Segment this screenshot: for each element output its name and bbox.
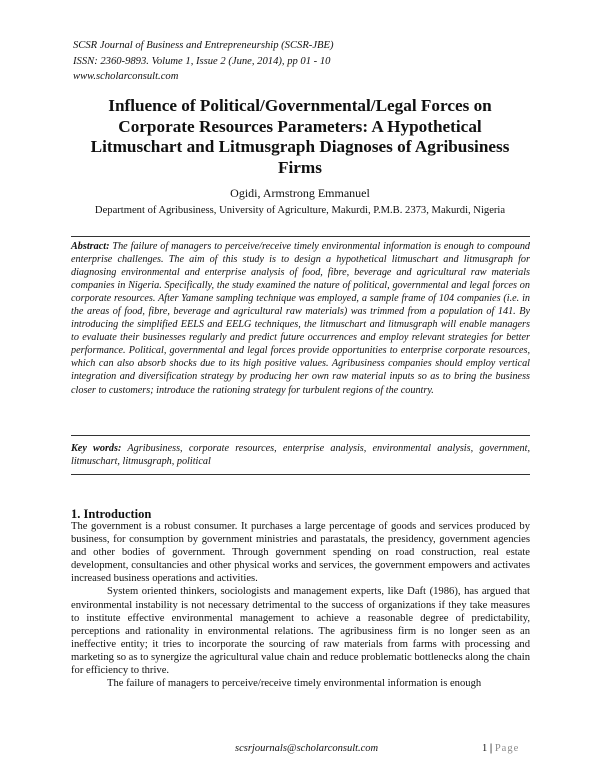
affiliation: Department of Agribusiness, University of Agriculture, Makurdi, P.M.B. 2373, Makurdi, Nigeria	[94, 205, 506, 216]
paragraph: The failure of managers to perceive/receive timely environmental information is enough	[107, 678, 482, 690]
journal-name: SCSR Journal of Business and Entrepreneurship (SCSR-JBE)	[73, 40, 334, 51]
page-separator: |	[489, 743, 493, 754]
author: Ogidi, Armstrong Emmanuel	[230, 186, 370, 200]
journal-issn: ISSN: 2360-9893. Volume 1, Issue 2 (June, 2014), pp 01 - 10	[73, 55, 331, 67]
paper-title	[60, 96, 540, 178]
title-line: Influence of Political/Governmental/Legal Forces on	[108, 96, 492, 115]
keywords-text: Agribusiness, corporate resources, enterprise analysis, environmental analysis, government, litmuschart, litmusgraph, political	[71, 443, 530, 468]
keywords-bottom-rule	[71, 474, 530, 475]
abstract-top-rule	[71, 236, 530, 237]
abstract-bottom-rule	[71, 435, 530, 436]
introduction-body	[71, 520, 530, 690]
page-number-value: 1	[482, 743, 488, 754]
paragraph: The government is a robust consumer. It purchases a large percentage of goods and services produced by business, for consumption by government ministries and parastatals, the presidency, government agencies and other bodies of government. Through government spending on road construction, real estate development, consultancies and other physical works and services, the government empowers and activates increased business operations and activities.	[71, 521, 530, 585]
abstract-label: Abstract:	[71, 241, 110, 252]
keywords-label: Key words:	[71, 443, 122, 454]
section-heading-introduction: 1. Introduction	[71, 507, 152, 521]
keywords	[71, 442, 530, 468]
title-line: Corporate Resources Parameters: A Hypothetical	[118, 116, 482, 136]
journal-website: www.scholarconsult.com	[73, 71, 179, 82]
abstract-text: The failure of managers to perceive/receive timely environmental information is enough to compound enterprise challenges. The aim of this study is to design a hypothetical litmuschart and litmusgraph for diagnosing environmental and enterprise analysis of food, fibre, beverage and agricultural raw materials companies in Nigeria. Specifically, the study examined the nature of political, governmental and legal forces on corporate resources. After Yamane sampling technique was employed, a sample frame of 104 companies (i.e. in the areas of food, fibre, beverage and agricultural raw materials) was trimmed from a population of 141. By introducing the simplified EELS and EELG techniques, the litmuschart and litmusgraph will enable managers to evaluate their businesses regularly and predict future occurrences and employ relevant strategies for better performance. Political, governmental and legal forces provide opportunities to enterprise corporate resources, which can also absorb shocks due to its high positive values. Agribusiness companies should employ vertical integration and diversification strategy by producing her own raw material inputs so as to bring the business closer to customers; introduce the rationing strategy for turbulent regions of the country.	[71, 241, 531, 396]
abstract	[71, 240, 530, 397]
title-line: Firms	[278, 157, 322, 177]
journal-header	[73, 38, 334, 85]
page-number	[482, 743, 519, 754]
paragraph: System oriented thinkers, sociologists and management experts, like Daft (1986), has argued that environmental instability is not necessary detrimental to the success of organizations if they take measures to institute effective environmental management to achieve a reasonable degree of predictability, perceptions and rationality in environmental relations. The agribusiness firm is no longer seen as an ineffective entity; it tries to incorporate the sourcing of raw materials from farms with processing and marketing so as to synergize the agricultural value chain and reduce problematic bottlenecks along the chain for efficiency to thrive.	[71, 586, 530, 677]
title-line: Litmuschart and Litmusgraph Diagnoses of Agribusiness	[90, 137, 510, 156]
footer-email: scsrjournals@scholarconsult.com	[235, 743, 379, 754]
page-label: Page	[494, 743, 520, 754]
